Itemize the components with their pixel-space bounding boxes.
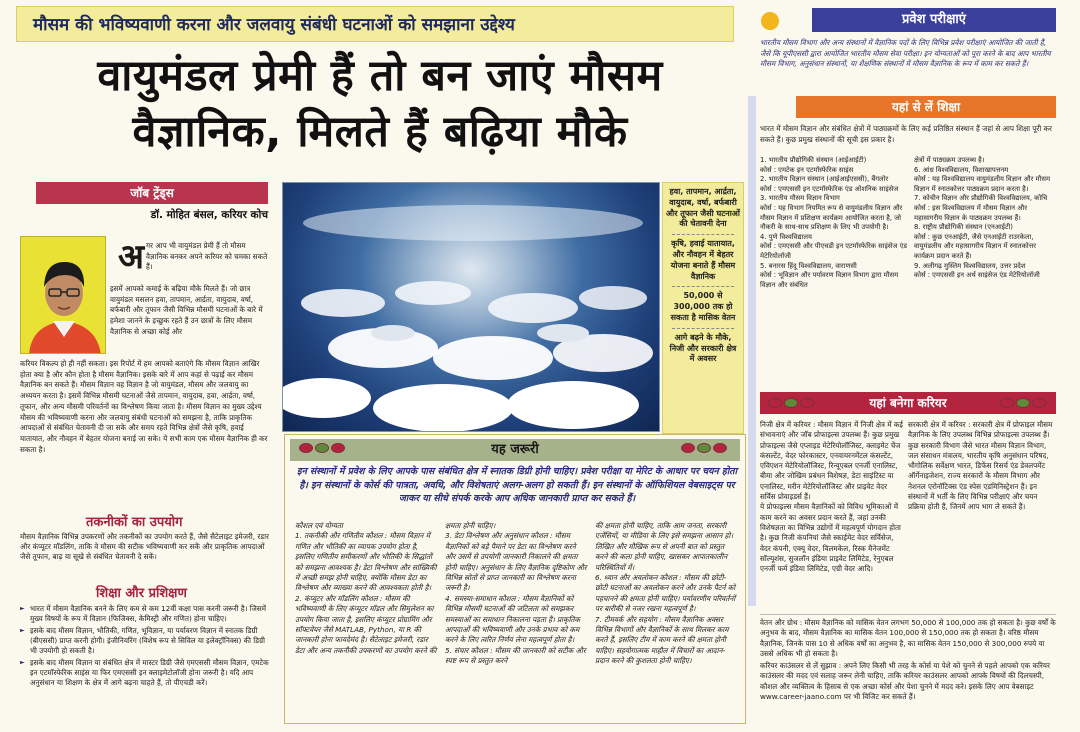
career-heading [760, 392, 1056, 414]
ovals-decoration-right [1000, 398, 1046, 408]
highlight-2: कृषि, हवाई यातायात, और नौवहन में बेहतर योजना बनाते हैं मौसम वैज्ञानिक [670, 239, 736, 281]
oval-icon [697, 443, 711, 453]
sky-clouds-image [282, 182, 660, 432]
intro-paragraph-2: इसमें आपको कमाई के बढ़िया मौके मिलते हैं। जो छात्र वायुमंडल मसलन हवा, तापमान, आर्द्रता, वायुदाब, वर्षा, बर्फबारी और तूफान जैसी विभिन्न मौसमी घटनाओं के बारे में हमेशा जानने के इच्छुक रहते हैं उन छात्रों के लिए मौसम वैज्ञानिक से अच्छा कोई और [110, 284, 263, 336]
headline-line-2: वैज्ञानिक, मिलते हैं बढ़िया मौके [132, 107, 628, 157]
divider [672, 286, 734, 287]
oval-icon [315, 443, 329, 453]
oval-icon [800, 398, 814, 408]
clouds-icon [283, 183, 660, 432]
education-item: ► इसके बाद मौसम विज्ञान या संबंधित क्षेत्र में मास्टर डिग्री जैसे एमएससी मौसम विज्ञान, एमटेक इन एटमॉस्फेरिक साइंस या फिर एमएससी इन क्लाइमेटोलॉजी होना जरूरी है। यदि आप अनुसंधान या शिक्षण के क्षेत्र में आगे बढ़ना चाहते हैं, तो पीएचडी करें। [20, 658, 270, 688]
oval-icon [299, 443, 313, 453]
intro-paragraph-1: गर आप भी वायुमंडल प्रेमी हैं तो मौसम वैज्ञानिक बनकर अपने करियर को चमका सकते हैं। [146, 241, 268, 272]
highlight-3: 50,000 से 300,000 तक हो सकता है मासिक वेतन [670, 291, 736, 322]
highlight-1: हवा, तापमान, आर्द्रता, वायुदाब, वर्षा, बर्फबारी और तूफान जैसी घटनाओं की चेतावनी देना [666, 187, 740, 229]
divider [672, 234, 734, 235]
entrance-exams-body: भारतीय मौसम विभाग और अन्य संस्थानों में वैज्ञानिक पदों के लिए विभिन्न प्रवेश परीक्षाएं आयोजित की जाती हैं, जैसे कि यूपीएससी द्वारा आयोजित भारतीय मौसम सेवा परीक्षा। इन योग्यताओं को पूरा करने के बाद आप भारतीय मौसम विभाग, अनुसंधान संस्थानों, या शैक्षणिक संस्थानों में मौसम वैज्ञानिक के रूप में काम कर सकते हैं। [760, 38, 1051, 68]
private-sector-career: निजी क्षेत्र में करियर : मौसम विज्ञान में निजी क्षेत्र में कई संभावनाएं और जॉब प्रोफाइल्स उपलब्ध हैं। कुछ प्रमुख प्रोफाइल्स जैसे एप्लाइड मेटेरियोलॉजिस्ट, क्लाइमेट चेंज कंसल्टेंट, वेदर फोरकास्टर, एनवायरनमेंटल कंसल्टेंट, एविएशन मेटेरियोलॉजिस्ट, रिन्यूएबल एनर्जी एनालिस्ट, बीमा और जोखिम प्रबंधन विशेषज्ञ, डेटा साइंटिस्ट या एनालिस्ट, मरीन मेटेरियोलॉजिस्ट और प्राइवेट वेदर सर्विस प्रोवाइडर्स हैं। ये प्रोफाइल्स मौसम वैज्ञानिकों को विविध भूमिकाओं में काम करने का अवसर प्रदान करते हैं, जहां उनकी विशेषज्ञता का विभिन्न उद्योगों में महत्वपूर्ण योगदान होता है। कुछ निजी कंपनियां जैसे स्काईमेट वेदर सर्विसेज, वेदर कंपनी, एक्यू वेदर, विलमकेल, रिस्क मैनेजमेंट सॉल्यूशंस, सुजलॉन इंडिया प्राइवेट लिमिटेड, रेनुएबल एनर्जी फर्म इंडिया लिमिटेड, एग्री वेदर आदि। [760, 420, 903, 574]
requirements-box [284, 434, 746, 724]
side-stripe [748, 96, 756, 606]
oval-icon [331, 443, 345, 453]
institutes-list-1: 1. भारतीय प्रौद्योगिकी संस्थान (आईआईटी) कोर्स : एमटेक इन एटमॉस्फेरिक साइंस 2. भारतीय विज्ञान संस्थान (आईआईएससी), बैंगलोर कोर्स : एमएससी इन एटमॉस्फेरिक एंड ओशनिक साइंसेज 3. भारतीय मौसम विज्ञान विभाग कोर्स : यह विभाग नियमित रूप से वायुमंडलीय विज्ञान और मौसम विज्ञान में प्रशिक्षण कार्यक्रम आयोजित करता है, जो नौकरी के साथ-साथ प्रशिक्षण के लिए भी उपयोगी है। 4. पुणे विश्वविद्यालय कोर्स : एमएससी और पीएचडी इन एटमॉस्फेरिक साइंसेज एंड मेटेरियोलॉजी 5. बनारस हिंदू विश्वविद्यालय, वाराणसी कोर्स : भूविज्ञान और पर्यावरण विज्ञान विभाग द्वारा मौसम विज्ञान और संबंधित [760, 156, 907, 289]
education-institutes-heading: यहां से लें शिक्षा [796, 96, 1056, 118]
techniques-body: मौसम वैज्ञानिक विभिन्न उपकरणों और तकनीकों का उपयोग करते हैं, जैसे सैटेलाइट इमेजरी, रडार और कंप्यूटर मॉडलिंग, ताकि वे मौसम की सटीक भविष्यवाणी कर सकें और प्राकृतिक आपदाओं जैसे तूफान, बाढ़ या सूखे से संबंधित चेतावनी दे सकें। [20, 532, 269, 561]
kicker-strip: मौसम की भविष्यवाणी करना और जलवायु संबंधी घटनाओं को समझाना उद्देश्य [16, 6, 734, 42]
requirements-title-text: यह जरूरी [491, 442, 539, 457]
skills-column-1: कौशल एवं योग्यता 1. तकनीकी और गणितीय कौशल : मौसम विज्ञान में गणित और भौतिकी का व्यापक उपयोग होता है, इसलिए गणितीय समीकरणों और भौतिकी के सिद्धांतों को समझना आवश्यक है। डेटा विश्लेषण और सांख्यिकी में अच्छी समझ होनी चाहिए, क्योंकि मौसम डेटा का विश्लेषण और व्याख्या करने की आवश्यकता होती है। 2. कंप्यूटर और मॉडलिंग कौशल : मौसम की भविष्यवाणी के लिए कंप्यूटर मॉडल और सिमुलेशन का उपयोग किया जाता है, इसलिए कंप्यूटर प्रोग्रामिंग और सॉफ्टवेयर जैसे MATLAB, Python, या R की जानकारी होना फायदेमंद है। सैटेलाइट इमेजरी, रडार डेटा और अन्य तकनीकी उपकरणों का उपयोग करने की [295, 521, 437, 655]
headline-line-1: वायुमंडल प्रेमी हैं तो बन जाएं मौसम [97, 51, 663, 101]
requirements-intro: इन संस्थानों में प्रवेश के लिए आपके पास संबंधित क्षेत्र में स्नातक डिग्री होनी चाहिए। प्रवेश परीक्षा या मेरिट के आधार पर चयन होता है। इन संस्थानों के कोर्स की पात्रता, अवधि, और विशेषताएं अलग-अलग हो सकती हैं। इन संस्थानों के ऑफिशियल वेबसाइट्स पर जाकर या सीधे संपर्क करके आप अधिक जानकारी प्राप्त कर सकते हैं। [297, 466, 737, 504]
divider [672, 328, 734, 329]
education-institutes-intro: भारत में मौसम विज्ञान और संबंधित क्षेत्रों में पाठ्यक्रमों के लिए कई प्रतिष्ठित संस्थान हैं जहां से आप शिक्षा पूरी कर सकते हैं। कुछ प्रमुख संस्थानों की सूची इस प्रकार है। [760, 124, 1052, 144]
techniques-heading: तकनीकों का उपयोग [86, 515, 183, 530]
ovals-decoration-right [681, 443, 727, 453]
oval-icon [1032, 398, 1046, 408]
education-item: ► भारत में मौसम वैज्ञानिक बनने के लिए कम से कम 12वीं कक्षा पास करनी जरूरी है। जिसमें मुख्य विषयों के रूप में विज्ञान (फिजिक्स, केमिस्ट्री और गणित) होना चाहिए। [20, 604, 270, 624]
oval-icon [784, 398, 798, 408]
column-tag: जॉब ट्रेंड्स [36, 182, 268, 204]
ovals-decoration-left [299, 443, 345, 453]
entrance-exams-heading: प्रवेश परीक्षाएं [812, 8, 1056, 32]
author-photo [20, 236, 106, 354]
education-heading: शिक्षा और प्रशिक्षण [96, 586, 187, 601]
oval-icon [681, 443, 695, 453]
intro-paragraph-3: करियर विकल्प हो ही नहीं सकता। इस रिपोर्ट में हम आपको बताएंगे कि मौसम विज्ञान आखिर होता क्या है और कौन होता है मौसम वैज्ञानिक। इसके बारे में आप कहां से पढ़ाई कर मौसम वैज्ञानिक बन सकते हैं। मौसम विज्ञान वह विज्ञान है जो वायुमंडल, मौसम और जलवायु का अध्ययन करता है। इसमें विभिन्न मौसमी घटनाओं जैसे तापमान, वायुदाब, हवा, आर्द्रता, वर्षा, तूफान, और अन्य मौसमी परिवर्तनों का विश्लेषण किया जाता है। मौसम विज्ञान का मुख्य उद्देश्य मौसम की भविष्यवाणी करना और जलवायु संबंधी घटनाओं को समझना है, ताकि प्राकृतिक आपदाओं से संबंधित चेतावनी दी जा सके और समय रहते विभिन्न क्षेत्रों जैसे कृषि, हवाई यातायात, और नौवहन में बेहतर योजना बनाई जा सके। ये सभी काम एक मौसम वैज्ञानिक ही कर सकता है। [20, 359, 268, 454]
government-sector-career: सरकारी क्षेत्र में करियर : सरकारी क्षेत्र में प्रोफाइल मौसम वैज्ञानिक के लिए उपलब्ध विभिन्न प्रोफाइल्स उपलब्ध हैं। कुछ सरकारी विभाग जैसे भारत मौसम विज्ञान विभाग, जल संसाधन मंत्रालय, भारतीय कृषि अनुसंधान परिषद, भौगोलिक सर्वेक्षण भारत, डिफेंस रिसर्च एंड डेवलपमेंट ऑर्गेनाइजेशन, राज्य सरकारों के मौसम विभाग और नेशनल एरोनॉटिक्स एंड स्पेस एडमिनिस्ट्रेशन हैं। इन संस्थानों में भर्ती के लिए विभिन्न परीक्षाएं और चयन प्रक्रिया होती हैं, जिनमें आप भाग ले सकते हैं। [908, 420, 1053, 512]
education-list [20, 604, 270, 690]
education-item: ► इसके बाद मौसम विज्ञान, भौतिकी, गणित, भूविज्ञान, या पर्यावरण विज्ञान में स्नातक डिग्री (बीएससी) प्राप्त करनी होगी। इंजीनियरिंग (विशेष रूप से सिविल या इलेक्ट्रॉनिक्स) की डिग्री भी उपयोगी हो सकती है। [20, 626, 270, 656]
institutes-list-2: क्षेत्रों में पाठ्यक्रम उपलब्ध है। 6. आंध्र विश्वविद्यालय, विशाखापत्तनम कोर्स : यह विश्वविद्यालय वायुमंडलीय विज्ञान और मौसम विज्ञान में स्नातकोत्तर पाठ्यक्रम प्रदान करता है। 7. कोचीन विज्ञान और प्रौद्योगिकी विश्वविद्यालय, कोचि कोर्स : इस विश्वविद्यालय में मौसम विज्ञान और महासागरीय विज्ञान के पाठ्यक्रम उपलब्ध हैं। 8. राष्ट्रीय प्रौद्योगिकी संस्थान (एनआईटी) कोर्स : कुछ एनआईटी, जैसे एनआईटी राउरकेला, वायुमंडलीय और महासागरीय विज्ञान में स्नातकोत्तर कार्यक्रम प्रदान करते हैं। 9. अलीगढ़ मुस्लिम विश्वविद्यालय, उत्तर प्रदेश कोर्स : एमएससी इन अर्थ साइंसेज एंड मेटेरियोलॉजी [914, 156, 1051, 280]
bullet-dot-icon [761, 12, 779, 30]
author-portrait-icon [21, 237, 106, 354]
oval-icon [768, 398, 782, 408]
salary-growth: वेतन और ग्रोथ : मौसम वैज्ञानिक को मासिक वेतन लगभग 50,000 से 100,000 तक हो सकता है। कुछ वर्षों के अनुभव के बाद, मौसम वैज्ञानिक का मासिक वेतन 100,000 से 150,000 तक हो सकता है। वरिष्ठ मौसम वैज्ञानिक, जिनके पास 10 से अधिक वर्षों का अनुभव है, का मासिक वेतन 150,000 से 300,000 रुपये या उससे अधिक भी हो सकता है। [760, 614, 1056, 659]
headline [26, 48, 734, 160]
highlight-4: आगे बढ़ने के मौके, निजी और सरकारी क्षेत्र में अवसर [669, 332, 737, 364]
author-name: डॉ. मोहित बंसल, करियर कोच [150, 209, 268, 221]
requirements-heading [290, 439, 740, 461]
oval-icon [1016, 398, 1030, 408]
career-heading-text: यहां बनेगा करियर [869, 396, 947, 410]
oval-icon [1000, 398, 1014, 408]
skills-column-2: क्षमता होनी चाहिए। 3. डेटा विश्लेषण और अनुसंधान कौशल : मौसम वैज्ञानिकों को बड़े पैमाने पर डेटा का विश्लेषण करने और उसमें से उपयोगी जानकारी निकालने की क्षमता होनी चाहिए। अनुसंधान के लिए वैज्ञानिक दृष्टिकोण और विभिन्न स्रोतों से प्राप्त जानकारी का विश्लेषण करना जरूरी है। 4. समस्या-समाधान कौशल : मौसम वैज्ञानिकों को विभिन्न मौसमी घटनाओं की जटिलता को समझकर समस्याओं का समाधान निकालना पड़ता है। प्राकृतिक आपदाओं की भविष्यवाणी और उनके प्रभाव को कम करने के लिए त्वरित निर्णय लेना महत्वपूर्ण होता है। 5. संचार कौशल : मौसम की जानकारी को सटीक और स्पष्ट रूप से प्रस्तुत करने [445, 521, 587, 666]
dropcap: अ [118, 237, 144, 277]
career-counsel-tip: करियर काउंसलर से लें सुझाव : अपने लिए किसी भी तरह के कोर्स या पेशे को चुनने से पहले आपको एक करियर काउंसलर की मदद एवं सलाह जरूर लेनी चाहिए, ताकि करियर काउंसलर आपको आपके विषयों की दिलचस्पी, कौशल और व्यक्तित्व के हिसाब से एक अच्छा कोर्स और पेशा चुनने में मदद करे। इसके लिए आप वेबसाइट www.career-jaano.com पर भी विजिट कर सकते हैं। [760, 661, 1050, 701]
highlights-box [662, 182, 744, 434]
skills-column-3: की क्षमता होनी चाहिए, ताकि आम जनता, सरकारी एजेंसियों, या मीडिया के लिए इसे समझना आसान हो। लिखित और मौखिक रूप से अपनी बात को प्रस्तुत करने की कला होनी चाहिए, खासकर आपातकालीन परिस्थितियों में। 6. ध्यान और अवलोकन कौशल : मौसम की छोटी-छोटी घटनाओं का अवलोकन करने और उनके पैटर्न को पहचानने की क्षमता होनी चाहिए। पर्यावरणीय परिवर्तनों पर बारीकी से नजर रखना महत्वपूर्ण है। 7. टीमवर्क और सहयोग : मौसम वैज्ञानिक अक्सर विभिन्न विभागों और वैज्ञानिकों के साथ मिलकर काम करते हैं, इसलिए टीम में काम करने की क्षमता होनी चाहिए। सहयोगात्मक माहौल में विचारों का आदान-प्रदान करने की कुशलता होनी चाहिए। [595, 521, 736, 666]
oval-icon [713, 443, 727, 453]
ovals-decoration-left [768, 398, 814, 408]
